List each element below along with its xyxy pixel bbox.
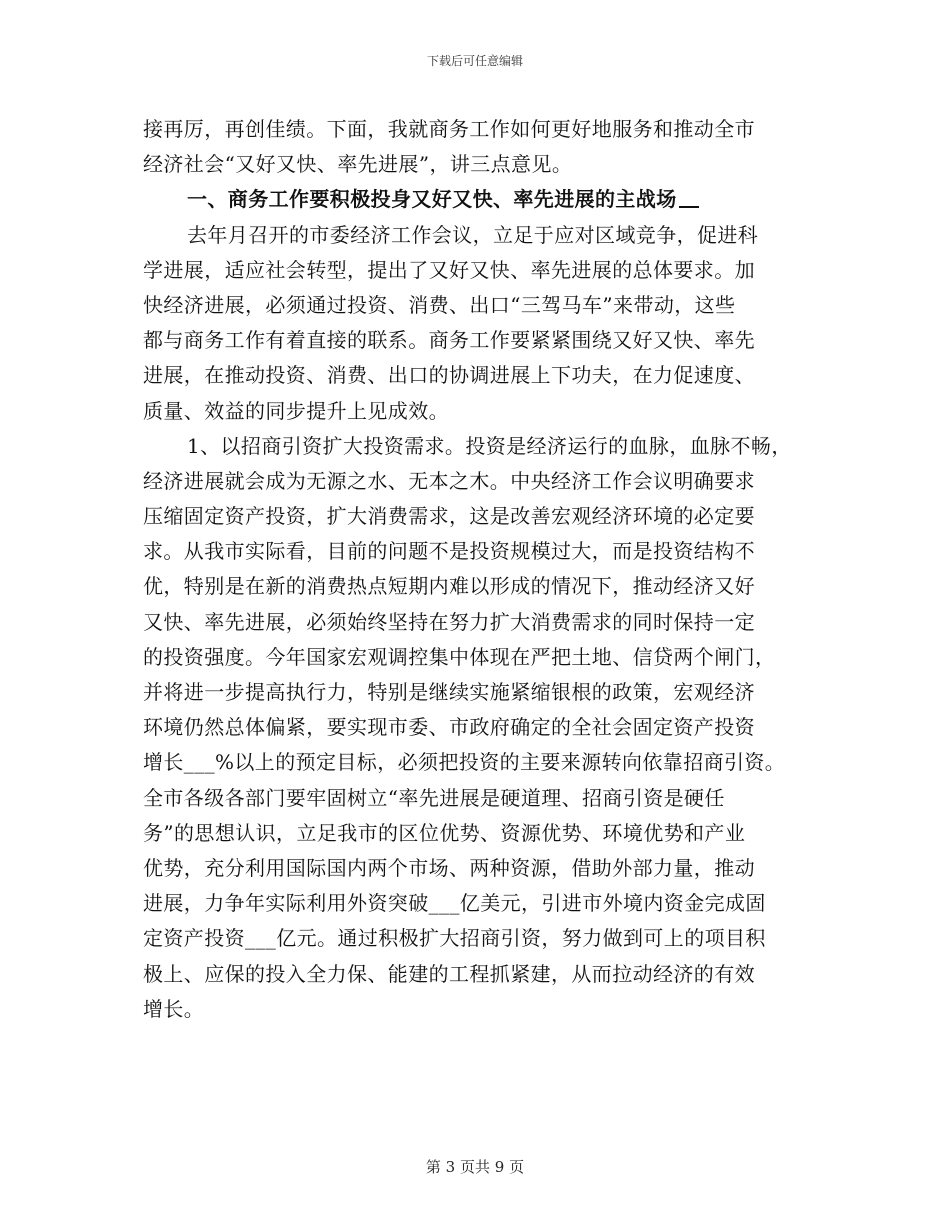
text-line: 务”的思想认识，立足我市的区位优势、资源优势、环境优势和产业 <box>143 820 746 845</box>
text-line: 优势，充分利用国际国内两个市场、两种资源，借助外部力量，推动 <box>143 855 755 880</box>
text-line: 经济社会“又好又快、率先进展”，讲三点意见。 <box>143 152 573 177</box>
text-line: 学进展，适应社会转型，提出了又好又快、率先进展的总体要求。加 <box>143 257 755 282</box>
text-line: 又快、率先进展，必须始终坚持在努力扩大消费需求的同时保持一定 <box>143 609 755 634</box>
text-line: 优，特别是在新的消费热点短期内难以形成的情况下，推动经济又好 <box>143 574 755 599</box>
page-footer: 第 3 页共 9 页 <box>425 1158 525 1176</box>
text-line: 压缩固定资产投资，扩大消费需求，这是改善宏观经济环境的必定要 <box>143 504 755 529</box>
text-line: 并将进一步提高执行力，特别是继续实施紧缩银根的政策，宏观经济 <box>143 680 755 704</box>
text-line: 进展，力争年实际利用外资突破___亿美元，引进市外境内资金完成固 <box>143 891 766 916</box>
page-header: 下载后可任意编辑 <box>426 54 523 68</box>
section-heading-text: 一、商务工作要积极投身又好又快、率先进展的主战场 <box>187 187 677 212</box>
text-line: 环境仍然总体偏紧，要实现市委、市政府确定的全社会固定资产投资 <box>143 715 755 740</box>
section-heading <box>143 182 823 217</box>
paragraph-first-line: 去年月召开的市委经济工作会议，立足于应对区域竞争，促进科 <box>187 222 759 247</box>
paragraph-first-line: 1、以招商引资扩大投资需求。投资是经济运行的血脉，血脉不畅， <box>187 433 792 458</box>
text-line: 质量、效益的同步提升上见成效。 <box>143 398 449 423</box>
text-line: 全市各级各部门要牢固树立“率先进展是硬道理、招商引资是硬任 <box>143 785 725 810</box>
text-line: 快经济进展，必须通过投资、消费、出口“三驾马车”来带动，这些 <box>143 292 736 317</box>
text-line: 的投资强度。今年国家宏观调控集中体现在严把土地、信贷两个闸门， <box>143 644 776 669</box>
text-line: 增长。 <box>143 996 205 1021</box>
text-line: 增长___%以上的预定目标，必须把投资的主要来源转向依靠招商引资。 <box>143 750 786 775</box>
text-line: 都与商务工作有着直接的联系。商务工作要紧紧围绕又好又快、率先 <box>143 328 755 353</box>
text-line: 求。从我市实际看，目前的问题不是投资规模过大，而是投资结构不 <box>143 539 755 564</box>
text-line: 定资产投资___亿元。通过积极扩大招商引资，努力做到可上的项目积 <box>143 926 766 951</box>
text-line: 接再厉，再创佳绩。下面，我就商务工作如何更好地服务和推动全市 <box>143 117 755 141</box>
text-line: 进展，在推动投资、消费、出口的协调进展上下功夫，在力促速度、 <box>143 363 755 388</box>
heading-underline-mark <box>679 192 699 208</box>
document-body <box>143 112 823 1027</box>
text-line: 极上、应保的投入全力保、能建的工程抓紧建，从而拉动经济的有效 <box>143 961 755 986</box>
text-line: 经济进展就会成为无源之水、无本之木。中央经济工作会议明确要求 <box>143 468 755 493</box>
